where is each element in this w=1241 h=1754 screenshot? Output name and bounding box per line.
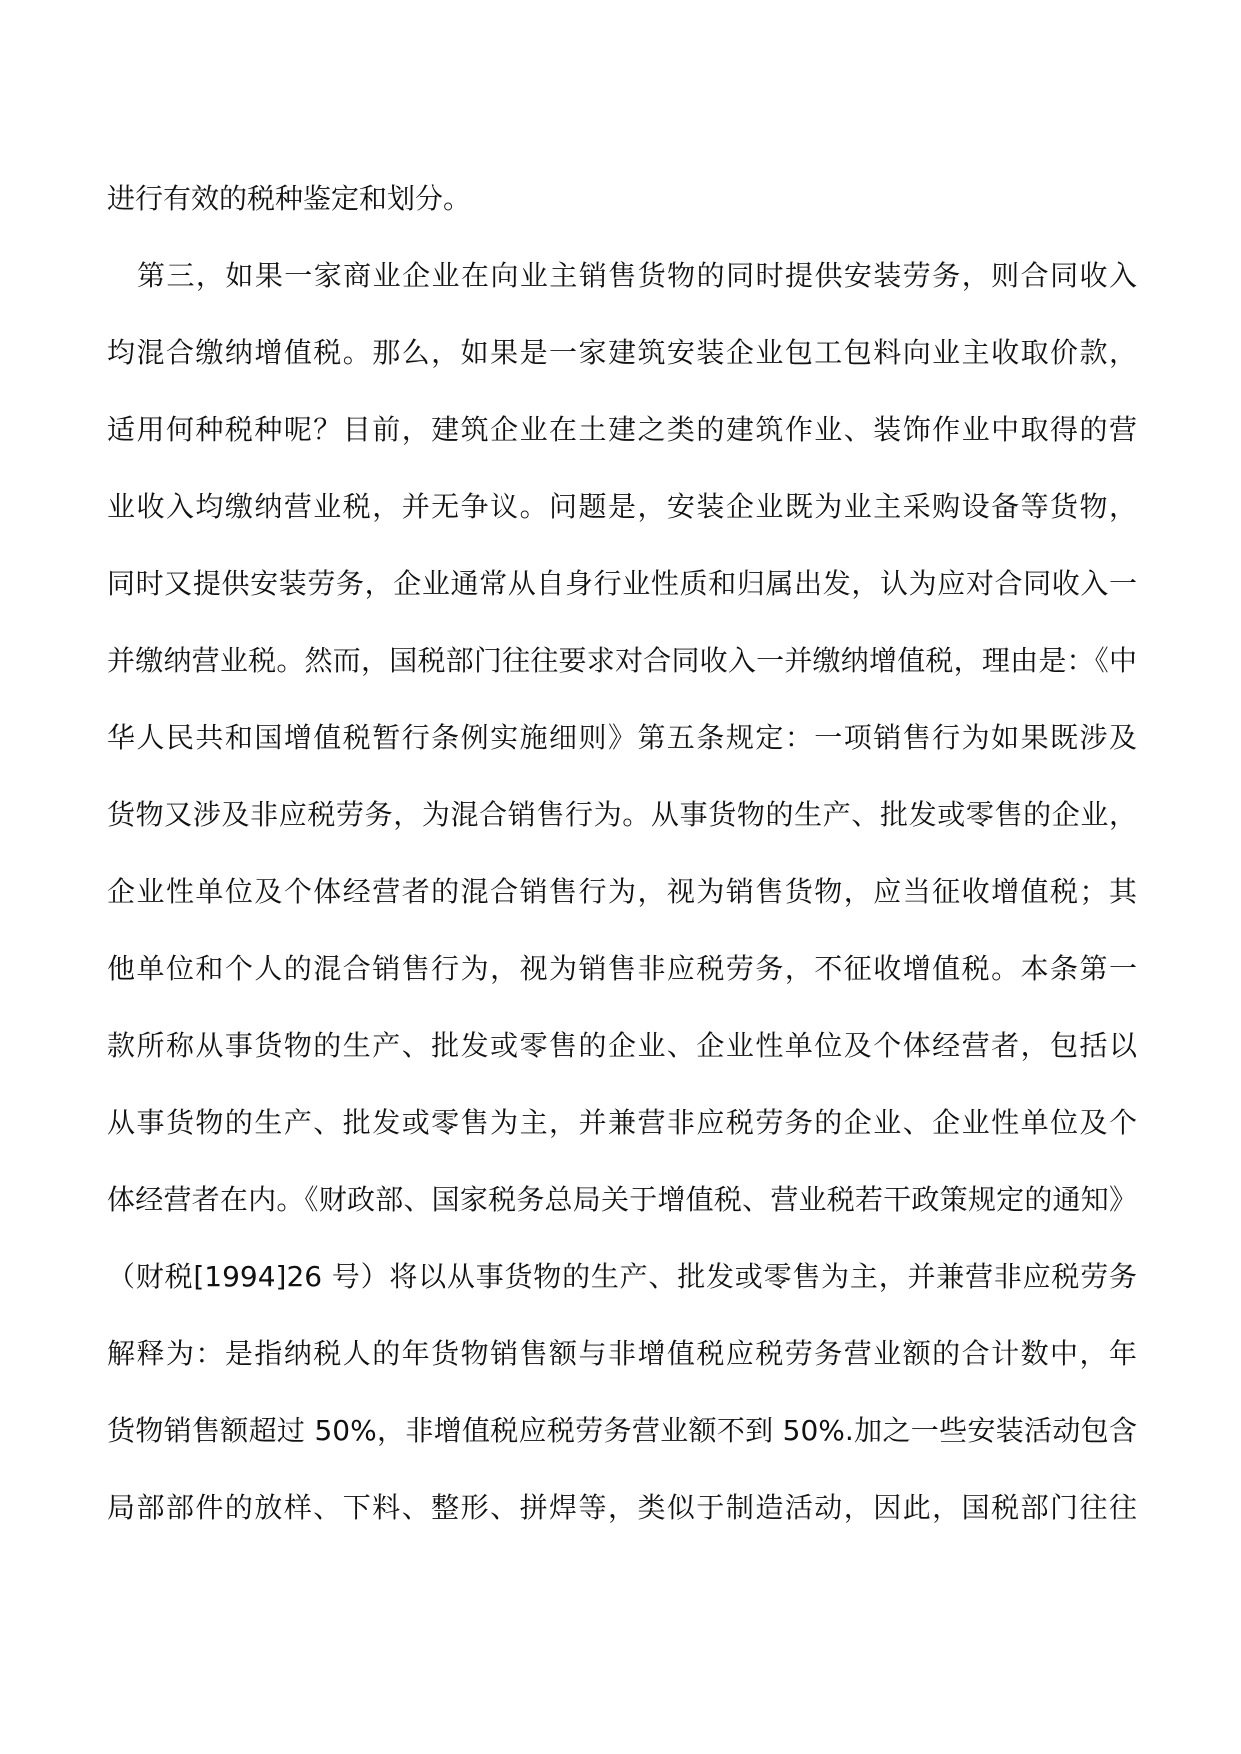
text-line: 体经营者在内。《财政部、国家税务总局关于增值税、营业税若干政策规定的通知》 xyxy=(107,1183,1137,1216)
text-line: 从事货物的生产、批发或零售为主，并兼营非应税劳务的企业、企业性单位及个 xyxy=(107,1106,1137,1139)
text-line: 第三，如果一家商业企业在向业主销售货物的同时提供安装劳务，则合同收入 xyxy=(137,259,1137,292)
text-line: 适用何种税种呢？目前，建筑企业在土建之类的建筑作业、装饰作业中取得的营 xyxy=(107,413,1137,446)
text-line: 企业性单位及个体经营者的混合销售行为，视为销售货物，应当征收增值税；其 xyxy=(107,875,1137,908)
text-line: 局部部件的放样、下料、整形、拼焊等，类似于制造活动，因此，国税部门往往 xyxy=(107,1491,1137,1524)
body-text xyxy=(107,160,1137,1546)
text-line: 他单位和个人的混合销售行为，视为销售非应税劳务，不征收增值税。本条第一 xyxy=(107,952,1137,985)
text-line: （财税[1994]26 号）将以从事货物的生产、批发或零售为主，并兼营非应税劳务 xyxy=(107,1260,1137,1293)
text-line: 同时又提供安装劳务，企业通常从自身行业性质和归属出发，认为应对合同收入一 xyxy=(107,567,1137,600)
text-line: 解释为：是指纳税人的年货物销售额与非增值税应税劳务营业额的合计数中，年 xyxy=(107,1337,1137,1370)
text-line: 进行有效的税种鉴定和划分。 xyxy=(107,182,472,215)
text-line: 业收入均缴纳营业税，并无争议。问题是，安装企业既为业主采购设备等货物， xyxy=(107,490,1137,523)
text-line: 均混合缴纳增值税。那么，如果是一家建筑安装企业包工包料向业主收取价款， xyxy=(107,336,1137,369)
text-line: 款所称从事货物的生产、批发或零售的企业、企业性单位及个体经营者，包括以 xyxy=(107,1029,1137,1062)
text-line: 华人民共和国增值税暂行条例实施细则》第五条规定：一项销售行为如果既涉及 xyxy=(107,721,1137,754)
text-line: 并缴纳营业税。然而，国税部门往往要求对合同收入一并缴纳增值税，理由是：《中 xyxy=(107,644,1137,677)
text-line: 货物销售额超过 50%，非增值税应税劳务营业额不到 50%.加之一些安装活动包含 xyxy=(107,1414,1137,1447)
text-line: 货物又涉及非应税劳务，为混合销售行为。从事货物的生产、批发或零售的企业， xyxy=(107,798,1137,831)
